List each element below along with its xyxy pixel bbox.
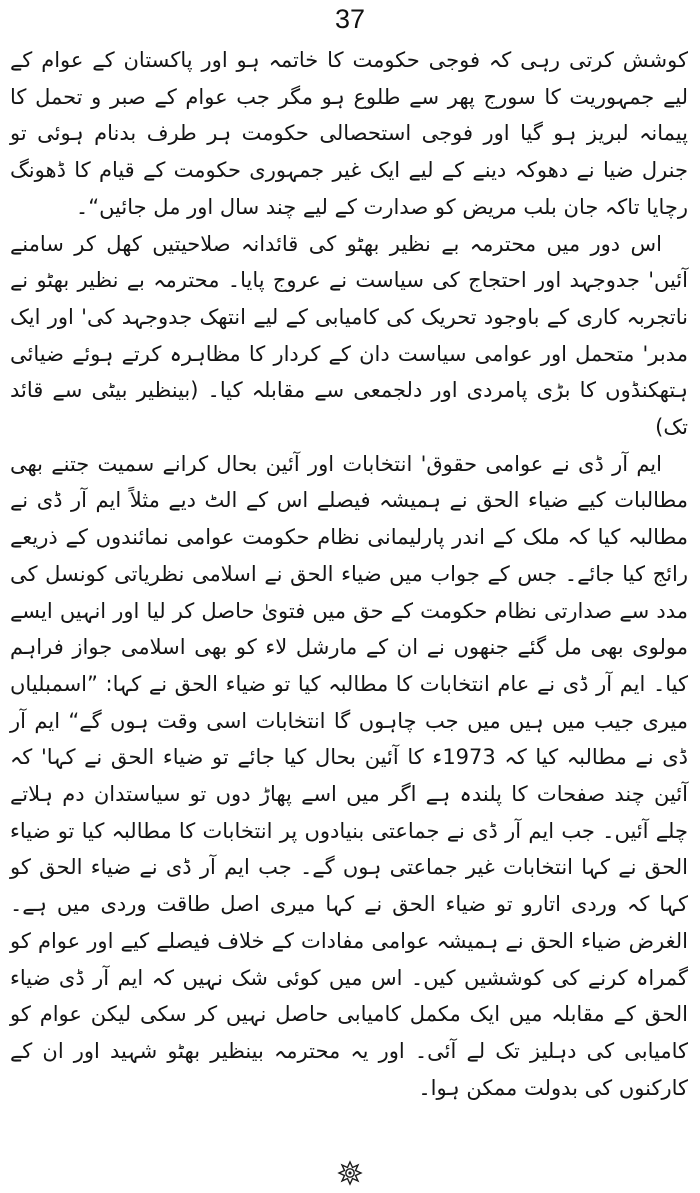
- body-text: [10, 42, 688, 1106]
- paragraph-2: اس دور میں محترمہ بے نظیر بھٹو کی قائدانہ صلاحیتیں کھل کر سامنے آئیں' جدوجہد اور احتجاج کی سیاست نے عروج پایا۔ محترمہ بے نظیر بھٹو نے ناتجربہ کاری کے باوجود تحریک کی کامیابی کے لیے انتھک جدوجہد کی' اور ایک مدبر' متحمل اور عوامی سیاست دان کے کردار کا مظاہرہ کرتے ہوئے ضیائی ہتھکنڈوں کا بڑی پامردی اور دلجمعی سے مقابلہ کیا۔ (بینظیر بیٹی سے قائد تک): [10, 231, 688, 440]
- flower-ornament-icon: [337, 1160, 363, 1186]
- paragraph-1: کوشش کرتی رہی کہ فوجی حکومت کا خاتمہ ہو اور پاکستان کے عوام کے لیے جمہوریت کا سورج پھر سے طلوع ہو مگر جب عوام کے صبر و تحمل کا پیمانہ لبریز ہو گیا اور فوجی استحصالی حکومت ہر طرف بدنام ہوئی تو جنرل ضیا نے دھوکہ دینے کے لیے ایک غیر جمہوری حکومت کے قیام کا ڈھونگ رچایا تاکہ جان بلب مریض کو صدارت کے لیے چند سال اور مل جائیں“۔: [10, 48, 688, 219]
- page-number: 37: [334, 4, 366, 34]
- paragraph-3: ایم آر ڈی نے عوامی حقوق' انتخابات اور آئین بحال کرانے سمیت جتنے بھی مطالبات کیے ضیاء الحق نے ہمیشہ فیصلے اس کے الٹ دیے مثلاً ایم آر ڈی نے مطالبہ کیا کہ ملک کے اندر پارلیمانی نظام حکومت عوامی نمائندوں کے ذریعے رائج کیا جائے۔ جس کے جواب میں ضیاء الحق نے اسلامی نظریاتی کونسل کی مدد سے صدارتی نظام حکومت کے حق میں فتویٰ حاصل کر لیا اور انہیں ایسے مولوی بھی مل گئے جنھوں نے ان کے مارشل لاء کو بھی اسلامی جواز فراہم کیا۔ ایم آر ڈی نے عام انتخابات کا مطالبہ کیا تو ضیاء الحق نے کہا: ”اسمبلیاں میری جیب میں ہیں میں جب چاہوں گا انتخابات اسی وقت ہوں گے“ ایم آر ڈی نے مطالبہ کیا کہ 1973ء کا آئین بحال کیا جائے تو ضیاء الحق نے کہا' کہ آئین چند صفحات کا پلندہ ہے اگر میں اسے پھاڑ دوں تو سیاستدان دم ہلاتے چلے آئیں۔ جب ایم آر ڈی نے جماعتی بنیادوں پر انتخابات کا مطالبہ کیا تو ضیاء الحق نے کہا انتخابات غیر جماعتی ہوں گے۔ جب ایم آر ڈی نے ضیاء الحق کو کہا کہ وردی اتارو تو ضیاء الحق نے کہا میری اصل طاقت وردی میں ہے۔ الغرض ضیاء الحق نے ہمیشہ عوامی مفادات کے خلاف فیصلے کیے اور عوام کو گمراہ کرنے کی کوششیں کیں۔ اس میں کوئی شک نہیں کہ ایم آر ڈی ضیاء الحق کے مقابلہ میں ایک مکمل کامیابی حاصل نہیں کر سکی لیکن عوام کو کامیابی کی دہلیز تک لے آئی۔ اور یہ محترمہ بینظیر بھٹو شہید اور ان کے کارکنوں کی بدولت ممکن ہوا۔: [10, 451, 688, 1100]
